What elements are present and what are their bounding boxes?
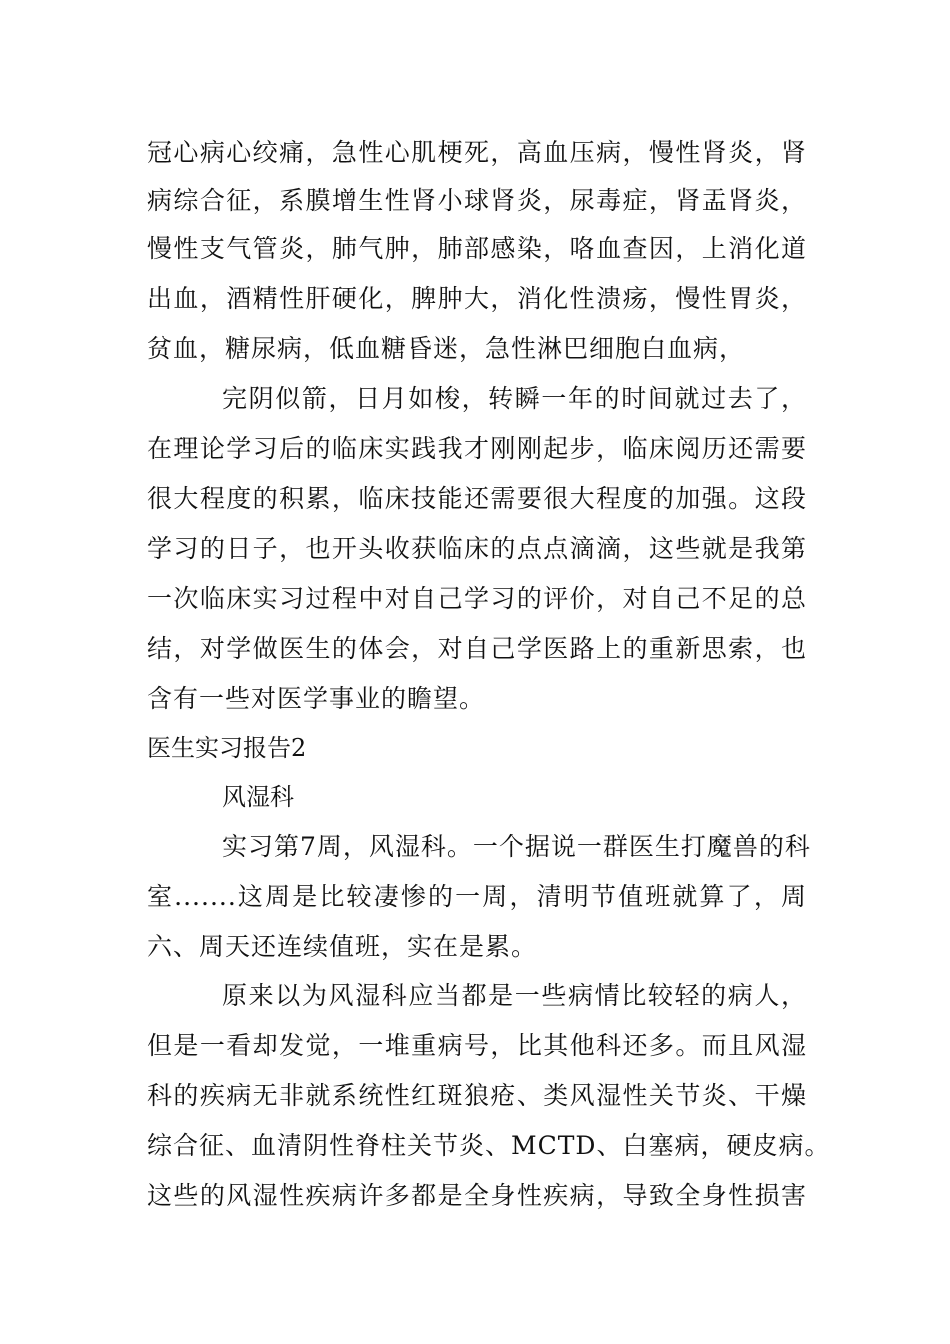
paragraph-1-line: 慢性支气管炎，肺气肿，肺部感染，咯血查因，上消化道 (147, 234, 807, 263)
paragraph-2-line: 含有一些对医学事业的瞻望。 (147, 684, 486, 713)
paragraph-4-line: 但是一看却发觉，一堆重病号，比其他科还多。而且风湿 (147, 1031, 807, 1060)
paragraph-1-line: 病综合征，系膜增生性肾小球肾炎，尿毒症，肾盂肾炎， (147, 186, 807, 215)
paragraph-4-line: 综合征、血清阴性脊柱关节炎、MCTD、白塞病，硬皮病。 (147, 1131, 831, 1160)
paragraph-2-line: 结，对学做医生的体会，对自己学医路上的重新思索，也 (147, 634, 807, 663)
paragraph-3-line: 六、周天还连续值班，实在是累。 (147, 932, 538, 961)
paragraph-3-line: 实习第7周，风湿科。一个据说一群医生打魔兽的科 (222, 832, 811, 861)
paragraph-2-line: 完阴似箭，日月如梭，转瞬一年的时间就过去了， (222, 384, 807, 413)
paragraph-2-line: 一次临床实习过程中对自己学习的评价，对自己不足的总 (147, 584, 807, 613)
paragraph-4-line: 科的疾病无非就系统性红斑狼疮、类风湿性关节炎、干燥 (147, 1081, 807, 1110)
paragraph-2-line: 很大程度的积累，临床技能还需要很大程度的加强。这段 (147, 484, 807, 513)
paragraph-2-line: 在理论学习后的临床实践我才刚刚起步，临床阅历还需要 (147, 434, 807, 463)
paragraph-1-line: 冠心病心绞痛，急性心肌梗死，高血压病，慢性肾炎，肾 (147, 138, 807, 167)
section-title: 医生实习报告2 (147, 734, 307, 762)
paragraph-4-line: 原来以为风湿科应当都是一些病情比较轻的病人， (222, 981, 807, 1010)
paragraph-3-line: 室.......这周是比较凄惨的一周，清明节值班就算了，周 (147, 882, 807, 911)
paragraph-1-line: 出血，酒精性肝硬化，脾肿大，消化性溃疡，慢性胃炎， (147, 284, 807, 313)
paragraph-2-line: 学习的日子，也开头收获临床的点点滴滴，这些就是我第 (147, 534, 807, 563)
department-heading: 风湿科 (222, 783, 294, 811)
paragraph-1-line: 贫血，糖尿病，低血糖昏迷，急性淋巴细胞白血病， (147, 334, 746, 363)
paragraph-4-line: 这些的风湿性疾病许多都是全身性疾病，导致全身性损害 (147, 1181, 807, 1210)
